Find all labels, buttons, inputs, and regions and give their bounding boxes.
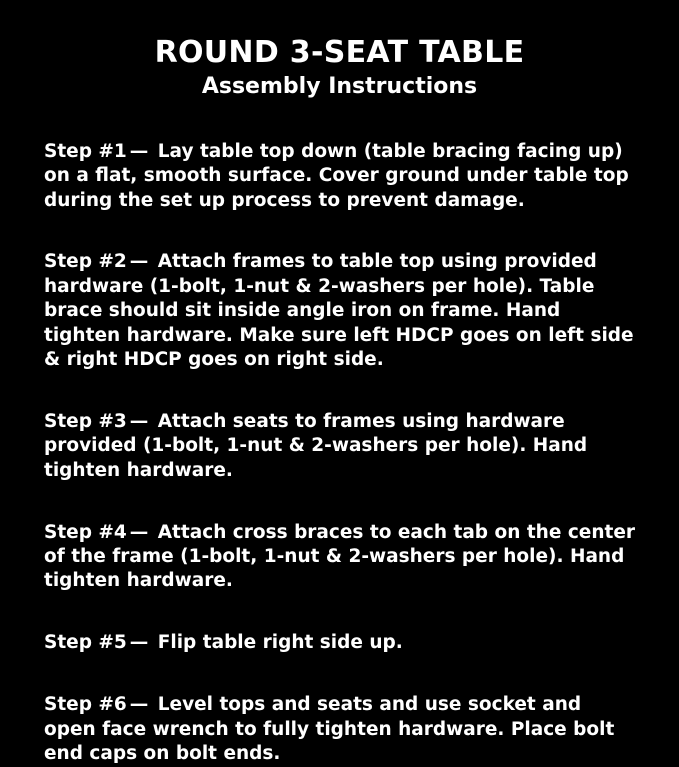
- step-label: Step #6: [44, 694, 127, 716]
- list-item: [44, 250, 635, 372]
- step-text: Attach cross braces to each tab on the center of the frame (1-bolt, 1-nut & 2-washers per hole). Hand tighten hardware.: [44, 521, 636, 592]
- step-label: Step #5: [44, 632, 127, 654]
- list-item: [44, 410, 635, 483]
- step-label: Step #1: [44, 140, 127, 162]
- step-dash: —: [129, 632, 149, 654]
- step-text: Attach seats to frames using hardware provided (1-bolt, 1-nut & 2-washers per hole). Hand tighten hardware.: [44, 410, 588, 481]
- step-dash: —: [129, 521, 149, 543]
- page-subtitle: Assembly Instructions: [201, 74, 478, 99]
- list-item: [44, 631, 635, 655]
- step-text: Attach frames to table top using provided hardware (1-bolt, 1-nut & 2-washers per hole). Table brace should sit inside angle iron on frame. Hand tighten hardware. Make sure left HDCP goes on left side & right HDCP goes on right side.: [44, 251, 634, 371]
- step-text: Flip table right side up.: [157, 632, 403, 654]
- steps-list: [44, 121, 635, 766]
- step-dash: —: [129, 251, 149, 273]
- step-label: Step #3: [44, 410, 127, 432]
- step-dash: —: [129, 410, 149, 432]
- step-text: Level tops and seats and use socket and open face wrench to fully tighten hardware. Place bolt end caps on bolt ends.: [44, 694, 615, 765]
- step-label: Step #4: [44, 521, 127, 543]
- list-item: [44, 521, 635, 594]
- list-item: [44, 693, 635, 766]
- page-title: ROUND 3-SEAT TABLE: [154, 35, 525, 70]
- list-item: [44, 140, 635, 213]
- step-dash: —: [129, 694, 149, 716]
- step-text: Lay table top down (table bracing facing up) on a flat, smooth surface. Cover ground under table top during the set up process to prevent damage.: [44, 140, 629, 211]
- step-label: Step #2: [44, 251, 127, 273]
- step-dash: —: [129, 140, 149, 162]
